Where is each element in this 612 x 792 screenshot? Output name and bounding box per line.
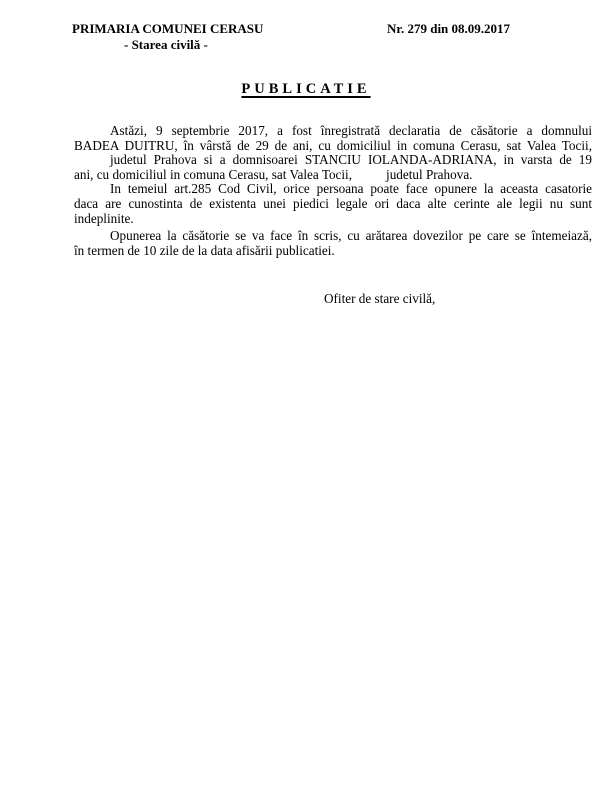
paragraph-line: în termen de 10 zile de la data afisării publicatiei.	[74, 242, 335, 258]
paragraph-line-part: ani, cu domiciliul in comuna Cerasu, sat Valea Tocii,	[74, 166, 353, 182]
document-title: PUBLICATIE	[241, 81, 371, 97]
paragraph-declaration	[74, 124, 592, 182]
paragraph-line: In temeiul art.285 Cod Civil, orice persoana poate face opunere la aceasta casatorie	[110, 181, 592, 197]
paragraph-opposition	[74, 229, 592, 258]
paragraph-line: daca are cunostinta de existenta unei piedici legale ori daca alte cerinte ale legii nu sunt	[74, 195, 592, 211]
paragraph-legal-basis	[74, 182, 592, 226]
document-reference: Nr. 279 din 08.09.2017	[387, 21, 511, 36]
department-name: - Starea civilă -	[124, 37, 208, 52]
document-body	[74, 124, 592, 258]
paragraph-line: BADEA DUITRU, în vârstă de 29 de ani, cu domiciliul in comuna Cerasu, sat Valea Tocii,	[74, 137, 592, 153]
paragraph-line-part: judetul Prahova.	[386, 166, 473, 182]
paragraph-line	[74, 168, 592, 183]
paragraph-line: Opunerea la căsătorie se va face în scris, cu arătarea dovezilor pe care se întemeiază,	[110, 228, 592, 244]
paragraph-line: indeplinite.	[74, 210, 134, 226]
signature-line: Ofiter de stare civilă,	[324, 291, 436, 306]
institution-name: PRIMARIA COMUNEI CERASU	[72, 21, 264, 36]
issuer-block	[72, 21, 263, 53]
paragraph-line: Astăzi, 9 septembrie 2017, a fost înregistrată declaratia de căsătorie a domnului	[110, 123, 592, 138]
paragraph-line: judetul Prahova si a domnisoarei STANCIU IOLANDA-ADRIANA, in varsta de 19	[110, 152, 592, 168]
